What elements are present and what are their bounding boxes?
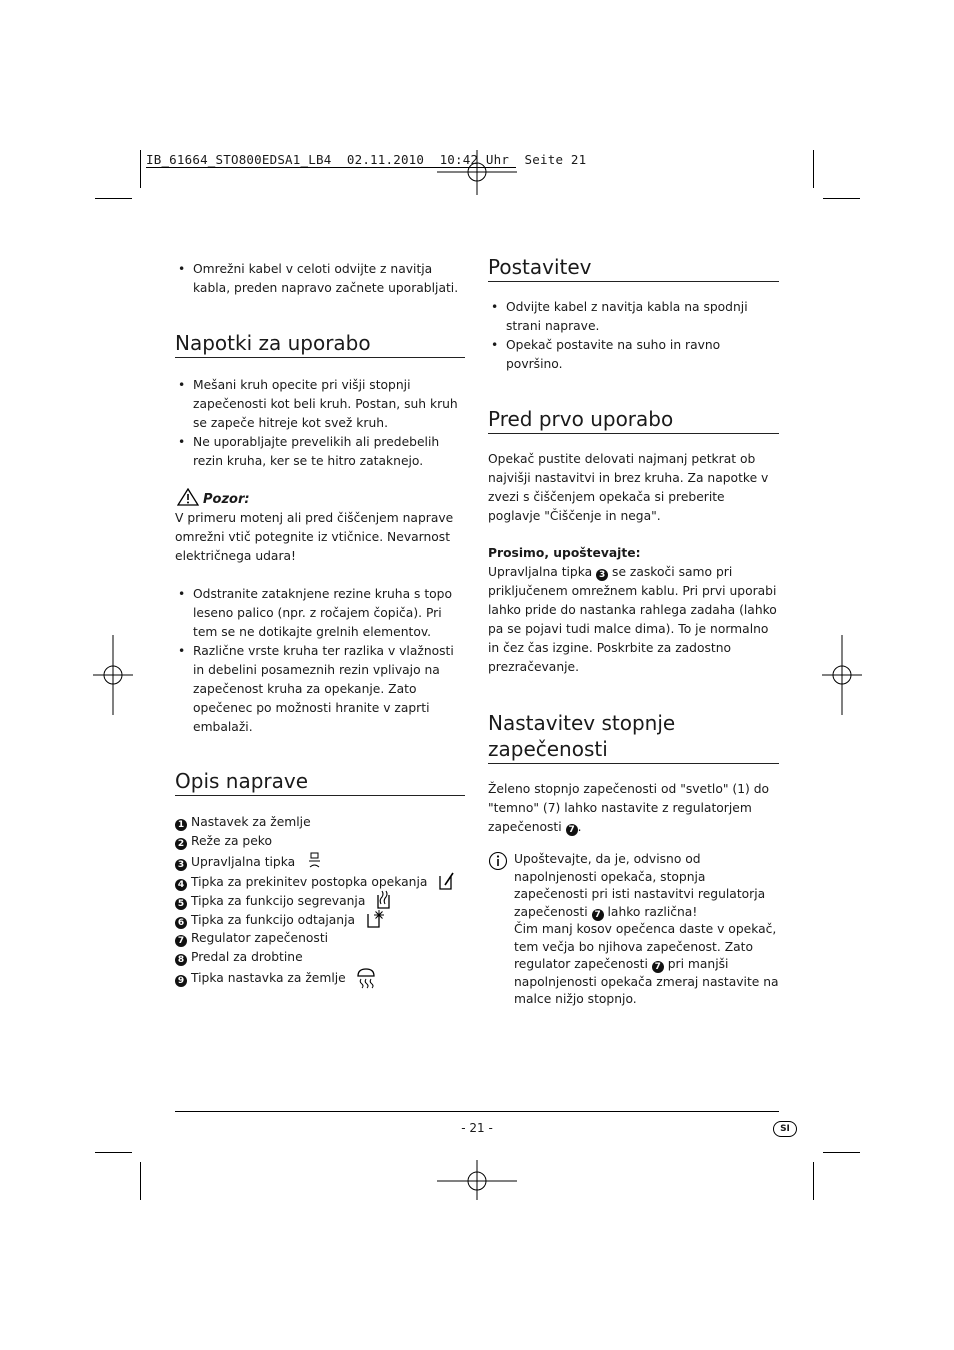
list-item: • Odstranite zataknjene rezine kruha s topo leseno palico (npr. z ročajem čopiča). Pri tem se ne dotikajte grelnih elementov. <box>175 585 465 642</box>
warning-icon <box>177 488 199 506</box>
note-text-b: se zaskoči samo pri priključenem omrežnem kablu. Pri prvi uporabi lahko pride do nastanka rahlega zadaha (lahko pa se pojavi tudi malce dima). To je normalno in čez čas izgine. Poskrbite za zadostno prezračevanje. <box>488 565 777 674</box>
part-number: 3 <box>175 859 187 871</box>
note-text <box>488 563 779 677</box>
part-number: 8 <box>175 954 187 966</box>
part-number: 6 <box>175 917 187 929</box>
footer-rule <box>175 1111 779 1112</box>
list-item: • Mešani kruh opecite pri višji stopnji zapečenosti kot beli kruh. Postan, suh kruh se zapeče hitreje kot svež kruh. <box>175 376 465 433</box>
part-label: Reže za peko <box>191 834 272 849</box>
part-number: 4 <box>175 879 187 891</box>
part-number: 7 <box>566 824 578 836</box>
list-item: • Ne uporabljajte prevelikih ali predebelih rezin kruha, ker se te hitro zataknejo. <box>175 433 465 471</box>
part-item <box>175 832 465 851</box>
registration-mark-bottom <box>437 1160 517 1200</box>
right-column <box>488 254 779 1009</box>
part-number: 7 <box>175 935 187 947</box>
defrost-icon <box>365 909 385 929</box>
reheat-icon <box>375 890 393 910</box>
part-label: Predal za drobtine <box>191 950 303 965</box>
part-number: 3 <box>596 569 608 581</box>
left-column <box>175 260 465 987</box>
heading-postavitev: Postavitev <box>488 254 779 282</box>
warning-title: Pozor: <box>203 492 250 507</box>
lever-icon <box>307 852 323 870</box>
list-item: • Različne vrste kruha ter razlika v vlažnosti in debelini posameznih rezin vplivajo na zapečenost kruha za opekanje. Zato opečenec po možnosti hranite v zaprti embalaži. <box>175 642 465 737</box>
note-text-a: Upravljalna tipka <box>488 565 593 579</box>
info-text-d: pri manjši napolnjenosti opekača zmeraj nastavite na malce nižjo stopnjo. <box>514 957 779 1006</box>
part-number: 7 <box>652 961 664 973</box>
heading-opis: Opis naprave <box>175 768 465 796</box>
pred-paragraph: Opekač pustite delovati najmanj petkrat ob najvišji nastavitvi in brez kruha. Za napotke v zvezi s čiščenjem opekača si preberite poglavje "Čiščenje in nega". <box>488 452 769 523</box>
part-item <box>175 852 465 871</box>
part-item <box>175 813 465 832</box>
page-number: - 21 - <box>461 1121 493 1135</box>
heading-napotki: Napotki za uporabo <box>175 330 465 358</box>
language-badge: SI <box>773 1121 797 1137</box>
part-number: 2 <box>175 838 187 850</box>
intro-list <box>175 260 465 298</box>
part-number: 1 <box>175 819 187 831</box>
print-slug: IB_61664_STO800EDSA1_LB4 02.11.2010 10:42 Uhr Seite 21 <box>146 152 587 167</box>
part-label: Upravljalna tipka <box>191 854 296 869</box>
note-title: Prosimo, upoštevajte: <box>488 546 641 560</box>
part-label: Nastavek za žemlje <box>191 815 311 829</box>
registration-mark-right <box>822 635 862 715</box>
info-note <box>488 851 779 1009</box>
part-label: Tipka za funkcijo segrevanja <box>191 894 366 909</box>
nastavitev-paragraph <box>488 780 779 837</box>
part-item <box>175 967 465 986</box>
info-icon <box>488 851 508 871</box>
part-label: Tipka za funkcijo odtajanja <box>191 913 356 928</box>
part-label: Tipka nastavka za žemlje <box>191 971 346 986</box>
list-item: • Opekač postavite na suho in ravno površino. <box>488 336 779 374</box>
registration-mark-left <box>93 635 133 715</box>
part-label: Tipka za prekinitev postopka opekanja <box>191 874 428 889</box>
heading-nastavitev: Nastavitev stopnje zapečenosti <box>488 710 779 764</box>
cancel-icon <box>437 871 455 891</box>
part-item <box>175 929 465 948</box>
bun-icon <box>356 967 376 989</box>
part-item <box>175 909 465 928</box>
list-item: • Odvijte kabel z navitja kabla na spodnji strani naprave. <box>488 298 779 336</box>
parts-list <box>175 813 465 987</box>
napotki-list-2 <box>175 585 465 737</box>
info-text <box>514 851 779 921</box>
warning-title-row <box>175 488 465 509</box>
part-label: Regulator zapečenosti <box>191 930 329 945</box>
nastavitev-text-b: . <box>577 820 582 834</box>
info-text-b: lahko različna! <box>607 904 698 919</box>
nastavitev-text-a: Želeno stopnjo zapečenosti od "svetlo" (1) do "temno" (7) lahko nastavite z regulatorjem zapečenosti <box>488 782 770 834</box>
warning-text: V primeru motenj ali pred čiščenjem naprave omrežni vtič potegnite iz vtičnice. Nevarnost električnega udara! <box>175 511 454 563</box>
slug-underline <box>146 167 516 168</box>
info-text-c: Čim manj kosov opečenca daste v opekač, tem večja bo njihova zapečenost. Zato regulator zapečenosti <box>514 922 777 971</box>
part-item <box>175 948 465 967</box>
napotki-list <box>175 376 465 471</box>
list-item: • Omrežni kabel v celoti odvijte z navitja kabla, preden napravo začnete uporabljati. <box>175 260 465 298</box>
info-text-2 <box>514 921 779 1009</box>
info-text-a: Upoštevajte, da je, odvisno od napolnjenosti opekača, stopnja zapečenosti pri isti nastavitvi regulatorja zapečenosti <box>514 852 766 919</box>
part-item <box>175 871 465 890</box>
part-item <box>175 890 465 909</box>
part-number: 9 <box>175 975 187 987</box>
postavitev-list <box>488 298 779 374</box>
heading-pred-prvo-uporabo: Pred prvo uporabo <box>488 406 779 434</box>
part-number: 7 <box>592 909 604 921</box>
part-number: 5 <box>175 898 187 910</box>
